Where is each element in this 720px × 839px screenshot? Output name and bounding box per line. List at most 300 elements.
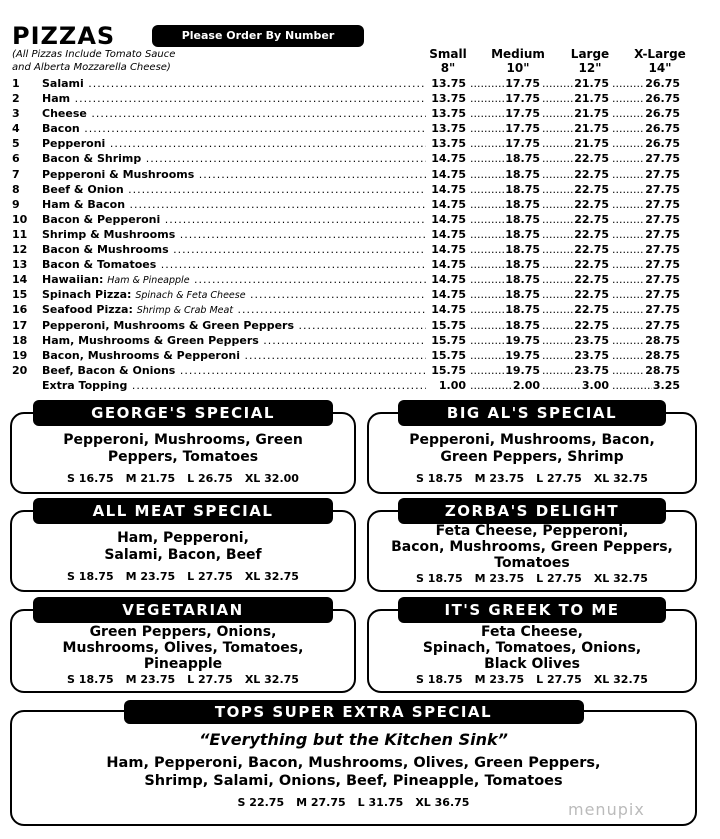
pizza-number: 20 [12, 363, 28, 377]
special-desc-line: Ham, Pepperoni, Bacon, Mushrooms, Olives, Green Peppers, [106, 755, 601, 771]
pizza-name [42, 318, 426, 333]
price-small [410, 76, 466, 91]
pizza-name [42, 242, 426, 257]
price-value: 26.75 [645, 137, 680, 151]
price-value: 17.75 [505, 137, 540, 151]
special-desc-line: Pepperoni, Mushrooms, Bacon, [409, 432, 655, 448]
price-large [542, 167, 609, 182]
price-small [410, 106, 466, 121]
pizza-number: 10 [12, 212, 28, 226]
pizza-name-text: Cheese [42, 107, 87, 121]
pizza-row [12, 318, 688, 333]
price-value: 21.75 [574, 107, 609, 121]
special-desc-line: Feta Cheese, [481, 624, 583, 640]
price-small [410, 121, 466, 136]
price-value: 22.75 [574, 288, 609, 302]
pizza-row [12, 182, 688, 197]
price-value: 18.75 [505, 152, 540, 166]
pizza-number: 14 [12, 273, 28, 287]
price-value: 22.75 [574, 318, 609, 332]
size-header-large: Large 12" [570, 47, 610, 75]
price-medium [470, 197, 540, 212]
price-small [410, 227, 466, 242]
pizza-name [42, 272, 426, 288]
price-value: 23.75 [574, 348, 609, 362]
note-line-1: (All Pizzas Include Tomato Sauce [12, 49, 176, 60]
size-header-small: Small 8" [429, 47, 467, 75]
price-value: 26.75 [645, 122, 680, 136]
price-value: 15.75 [431, 363, 466, 377]
price-xlarge [612, 121, 680, 136]
pizza-name-text: Shrimp & Mushrooms [42, 227, 176, 241]
pizza-name-text: Extra Topping [42, 378, 128, 392]
special-title: IT'S GREEK TO ME [398, 597, 666, 623]
pizza-row [12, 363, 688, 378]
pizza-name-text: Beef & Onion [42, 182, 124, 196]
price-small [410, 91, 466, 106]
pizza-name-text: Bacon & Tomatoes [42, 258, 157, 272]
price-value: 27.75 [645, 258, 680, 272]
special-desc-line: Bacon, Mushrooms, Green Peppers, [391, 539, 673, 555]
pizza-number: 16 [12, 303, 28, 317]
all-meat-special-box [10, 502, 356, 592]
special-desc-line: Ham, Pepperoni, [117, 530, 249, 546]
price-value: 28.75 [645, 333, 680, 347]
pizza-name-text: Bacon [42, 122, 80, 136]
price-small [410, 363, 466, 378]
price-xlarge [612, 333, 680, 348]
pizza-row [12, 151, 688, 166]
pizza-row [12, 348, 688, 363]
pizza-name [42, 151, 426, 166]
price-medium [470, 363, 540, 378]
price-large [542, 378, 609, 393]
pizza-name-text: Pepperoni & Mushrooms [42, 167, 195, 181]
special-prices: S 18.75 M 23.75 L 27.75 XL 32.75 [416, 673, 648, 686]
price-value: 14.75 [431, 182, 466, 196]
price-xlarge [612, 227, 680, 242]
price-small [410, 348, 466, 363]
pizza-row [12, 212, 688, 227]
price-small [410, 242, 466, 257]
price-value: 18.75 [505, 167, 540, 181]
price-medium [470, 106, 540, 121]
price-small [410, 257, 466, 272]
price-value: 23.75 [574, 363, 609, 377]
pizza-description: Spinach & Feta Cheese [135, 290, 246, 302]
special-title: ALL MEAT SPECIAL [33, 498, 333, 524]
price-small [410, 167, 466, 182]
price-xlarge [612, 302, 680, 317]
price-medium [470, 76, 540, 91]
pizza-name-text: Bacon & Mushrooms [42, 243, 169, 257]
special-title: VEGETARIAN [33, 597, 333, 623]
pizza-row [12, 333, 688, 348]
special-prices: S 18.75 M 23.75 L 27.75 XL 32.75 [416, 472, 648, 485]
price-large [542, 227, 609, 242]
price-value: 27.75 [645, 227, 680, 241]
pizza-row [12, 106, 688, 121]
price-value: 27.75 [645, 167, 680, 181]
pizza-row [12, 242, 688, 257]
price-small [410, 182, 466, 197]
price-large [542, 91, 609, 106]
price-medium [470, 378, 540, 393]
price-value: 13.75 [431, 137, 466, 151]
price-value: 22.75 [574, 303, 609, 317]
price-value: 27.75 [645, 197, 680, 211]
price-large [542, 76, 609, 91]
price-large [542, 121, 609, 136]
pizza-name [42, 91, 426, 106]
price-value: 13.75 [431, 122, 466, 136]
price-large [542, 272, 609, 287]
price-value: 18.75 [505, 288, 540, 302]
price-large [542, 197, 609, 212]
pizza-name [42, 287, 426, 303]
price-medium [470, 318, 540, 333]
vegetarian-special-box [10, 601, 356, 693]
price-value: 18.75 [505, 318, 540, 332]
price-value: 27.75 [645, 212, 680, 226]
price-value: 13.75 [431, 92, 466, 106]
price-value: 15.75 [431, 333, 466, 347]
price-xlarge [612, 272, 680, 287]
pizza-name-text: Pepperoni, Mushrooms & Green Peppers [42, 318, 295, 332]
price-medium [470, 182, 540, 197]
pizza-number: 18 [12, 333, 28, 347]
pizza-number: 8 [12, 182, 20, 196]
pizza-name [42, 378, 426, 393]
special-desc-line: Pineapple [143, 656, 223, 672]
price-value: 3.25 [652, 378, 680, 392]
price-value: 18.75 [505, 243, 540, 257]
price-value: 22.75 [574, 258, 609, 272]
pizza-menu-list [12, 76, 688, 393]
price-value: 28.75 [645, 363, 680, 377]
size-header-medium: Medium 10" [491, 47, 545, 75]
price-large [542, 106, 609, 121]
price-value: 18.75 [505, 182, 540, 196]
price-value: 14.75 [431, 197, 466, 211]
price-value: 13.75 [431, 77, 466, 90]
pizza-name-text: Ham, Mushrooms & Green Peppers [42, 333, 259, 347]
price-value: 14.75 [431, 152, 466, 166]
special-desc-line: Feta Cheese, Pepperoni, [435, 523, 629, 539]
big-als-special-box [367, 404, 697, 494]
price-xlarge [612, 348, 680, 363]
price-small [410, 302, 466, 317]
price-value: 19.75 [505, 348, 540, 362]
pizza-name [42, 363, 426, 378]
price-large [542, 363, 609, 378]
pizza-name [42, 212, 426, 227]
pizza-name-text: Ham & Bacon [42, 197, 126, 211]
pizza-name-text: Seafood Pizza: [42, 303, 133, 317]
price-value: 22.75 [574, 167, 609, 181]
special-prices: S 18.75 M 23.75 L 27.75 XL 32.75 [67, 673, 299, 686]
price-value: 15.75 [431, 348, 466, 362]
special-desc-line: Green Peppers, Shrimp [440, 449, 624, 465]
price-value: 27.75 [645, 288, 680, 302]
price-large [542, 333, 609, 348]
price-value: 14.75 [431, 227, 466, 241]
pizza-number: 4 [12, 122, 20, 136]
pizza-row [12, 197, 688, 212]
price-medium [470, 121, 540, 136]
price-value: 27.75 [645, 318, 680, 332]
special-prices: S 18.75 M 23.75 L 27.75 XL 32.75 [416, 572, 648, 585]
price-medium [470, 167, 540, 182]
note-line-2: and Alberta Mozzarella Cheese) [12, 62, 171, 73]
price-value: 22.75 [574, 212, 609, 226]
special-desc-line: Spinach, Tomatoes, Onions, [422, 640, 642, 656]
pizza-row [12, 302, 688, 317]
pizza-description: Shrimp & Crab Meat [136, 305, 234, 317]
menu-title: PIZZAS [12, 22, 116, 50]
pizza-name [42, 106, 426, 121]
pizza-name [42, 197, 426, 212]
special-title: GEORGE'S SPECIAL [33, 400, 333, 426]
special-title: BIG AL'S SPECIAL [398, 400, 666, 426]
pizza-number: 17 [12, 318, 28, 332]
price-xlarge [612, 76, 680, 91]
pizza-name-text: Bacon, Mushrooms & Pepperoni [42, 348, 240, 362]
price-small [410, 287, 466, 302]
special-desc-line: Black Olives [484, 656, 580, 672]
pizza-row [12, 91, 688, 106]
price-value: 22.75 [574, 182, 609, 196]
price-small [410, 333, 466, 348]
price-xlarge [612, 378, 680, 393]
size-header-xlarge: X-Large 14" [634, 47, 686, 75]
included-ingredients-note [12, 48, 252, 74]
price-large [542, 212, 609, 227]
price-xlarge [612, 106, 680, 121]
pizza-number: 7 [12, 167, 20, 181]
price-value: 26.75 [645, 107, 680, 121]
price-value: 27.75 [645, 182, 680, 196]
price-value: 22.75 [574, 227, 609, 241]
price-small [410, 136, 466, 151]
pizza-row [12, 378, 688, 393]
price-small [410, 151, 466, 166]
pizza-name-text: Bacon & Shrimp [42, 152, 142, 166]
price-xlarge [612, 257, 680, 272]
pizza-name-text: Bacon & Pepperoni [42, 212, 161, 226]
price-xlarge [612, 287, 680, 302]
price-value: 1.00 [438, 378, 466, 392]
price-value: 27.75 [645, 243, 680, 257]
price-value: 26.75 [645, 92, 680, 106]
price-xlarge [612, 212, 680, 227]
special-prices: S 18.75 M 23.75 L 27.75 XL 32.75 [67, 570, 299, 583]
price-medium [470, 287, 540, 302]
price-medium [470, 333, 540, 348]
pizza-row [12, 227, 688, 242]
price-large [542, 318, 609, 333]
price-value: 19.75 [505, 333, 540, 347]
price-small [410, 318, 466, 333]
price-small [410, 212, 466, 227]
pizza-number: 1 [12, 77, 20, 90]
price-value: 22.75 [574, 273, 609, 287]
pizza-number: 3 [12, 107, 20, 121]
price-large [542, 287, 609, 302]
price-value: 18.75 [505, 303, 540, 317]
price-value: 23.75 [574, 333, 609, 347]
price-value: 17.75 [505, 107, 540, 121]
pizza-name [42, 121, 426, 136]
price-small [410, 197, 466, 212]
special-desc-line: Shrimp, Salami, Onions, Beef, Pineapple, Tomatoes [144, 773, 563, 789]
pizza-number: 19 [12, 348, 28, 362]
price-medium [470, 91, 540, 106]
pizza-number: 15 [12, 288, 28, 302]
tops-tagline: “Everything but the Kitchen Sink” [199, 730, 508, 749]
pizza-name [42, 348, 426, 363]
price-value: 17.75 [505, 77, 540, 90]
price-xlarge [612, 363, 680, 378]
price-xlarge [612, 197, 680, 212]
pizza-name [42, 182, 426, 197]
special-desc-line: Green Peppers, Onions, [89, 624, 277, 640]
price-large [542, 151, 609, 166]
special-desc-line: Pepperoni, Mushrooms, Green [63, 432, 303, 448]
price-xlarge [612, 136, 680, 151]
price-medium [470, 227, 540, 242]
price-value: 14.75 [431, 212, 466, 226]
pizza-number: 13 [12, 258, 28, 272]
price-value: 18.75 [505, 273, 540, 287]
price-value: 22.75 [574, 152, 609, 166]
pizza-name [42, 333, 426, 348]
pizza-name-text: Salami [42, 77, 84, 90]
special-desc-line: Tomatoes [494, 555, 570, 571]
price-small [410, 378, 466, 393]
price-value: 27.75 [645, 152, 680, 166]
price-value: 18.75 [505, 258, 540, 272]
pizza-description: Ham & Pineapple [107, 275, 190, 287]
price-xlarge [612, 167, 680, 182]
pizza-row [12, 121, 688, 136]
price-medium [470, 257, 540, 272]
order-by-number-badge: Please Order By Number [152, 25, 364, 47]
price-small [410, 272, 466, 287]
price-value: 14.75 [431, 167, 466, 181]
pizza-number: 11 [12, 227, 28, 241]
pizza-name-text: Ham [42, 92, 71, 106]
price-value: 17.75 [505, 92, 540, 106]
price-value: 18.75 [505, 227, 540, 241]
pizza-number: 2 [12, 92, 20, 106]
special-desc-line: Mushrooms, Olives, Tomatoes, [62, 640, 304, 656]
pizza-name-text: Pepperoni [42, 137, 106, 151]
price-value: 18.75 [505, 212, 540, 226]
price-xlarge [612, 242, 680, 257]
price-value: 21.75 [574, 92, 609, 106]
price-value: 14.75 [431, 273, 466, 287]
price-large [542, 348, 609, 363]
price-value: 19.75 [505, 363, 540, 377]
price-large [542, 242, 609, 257]
price-value: 21.75 [574, 122, 609, 136]
price-value: 21.75 [574, 77, 609, 90]
pizza-name [42, 136, 426, 151]
pizza-name-text: Spinach Pizza: [42, 288, 132, 302]
price-value: 14.75 [431, 288, 466, 302]
special-title: TOPS SUPER EXTRA SPECIAL [124, 700, 584, 724]
price-value: 21.75 [574, 137, 609, 151]
pizza-row [12, 257, 688, 272]
price-large [542, 136, 609, 151]
price-value: 13.75 [431, 107, 466, 121]
pizza-row [12, 167, 688, 182]
pizza-number: 6 [12, 152, 20, 166]
price-value: 18.75 [505, 197, 540, 211]
price-value: 27.75 [645, 303, 680, 317]
special-prices: S 22.75 M 27.75 L 31.75 XL 36.75 [237, 796, 470, 809]
pizza-row [12, 136, 688, 151]
watermark: menupix [568, 800, 645, 819]
pizza-row [12, 287, 688, 302]
pizza-row [12, 76, 688, 91]
pizza-name [42, 302, 426, 318]
pizza-name [42, 167, 426, 182]
price-medium [470, 136, 540, 151]
pizza-number: 12 [12, 243, 28, 257]
pizza-number: 9 [12, 197, 20, 211]
price-value: 27.75 [645, 273, 680, 287]
price-large [542, 302, 609, 317]
pizza-name [42, 257, 426, 272]
pizza-name [42, 227, 426, 242]
price-xlarge [612, 182, 680, 197]
price-value: 14.75 [431, 243, 466, 257]
price-medium [470, 272, 540, 287]
price-value: 28.75 [645, 348, 680, 362]
price-value: 14.75 [431, 258, 466, 272]
pizza-name [42, 76, 426, 91]
georges-special-box [10, 404, 356, 494]
price-medium [470, 151, 540, 166]
its-greek-to-me-box [367, 601, 697, 693]
price-value: 14.75 [431, 303, 466, 317]
price-value: 17.75 [505, 122, 540, 136]
price-value: 2.00 [512, 378, 540, 392]
price-xlarge [612, 151, 680, 166]
pizza-number: 5 [12, 137, 20, 151]
price-value: 22.75 [574, 197, 609, 211]
price-medium [470, 348, 540, 363]
price-value: 3.00 [581, 378, 609, 392]
price-xlarge [612, 91, 680, 106]
special-title: ZORBA'S DELIGHT [398, 498, 666, 524]
special-desc-line: Peppers, Tomatoes [107, 449, 259, 465]
price-value: 22.75 [574, 243, 609, 257]
pizza-row [12, 272, 688, 287]
special-desc-line: Salami, Bacon, Beef [104, 547, 262, 563]
price-value: 15.75 [431, 318, 466, 332]
price-xlarge [612, 318, 680, 333]
price-large [542, 257, 609, 272]
pizza-name-text: Hawaiian: [42, 273, 104, 287]
pizza-name-text: Beef, Bacon & Onions [42, 363, 176, 377]
special-prices: S 16.75 M 21.75 L 26.75 XL 32.00 [67, 472, 299, 485]
zorbas-delight-box [367, 502, 697, 592]
price-medium [470, 302, 540, 317]
price-value: 26.75 [645, 77, 680, 90]
